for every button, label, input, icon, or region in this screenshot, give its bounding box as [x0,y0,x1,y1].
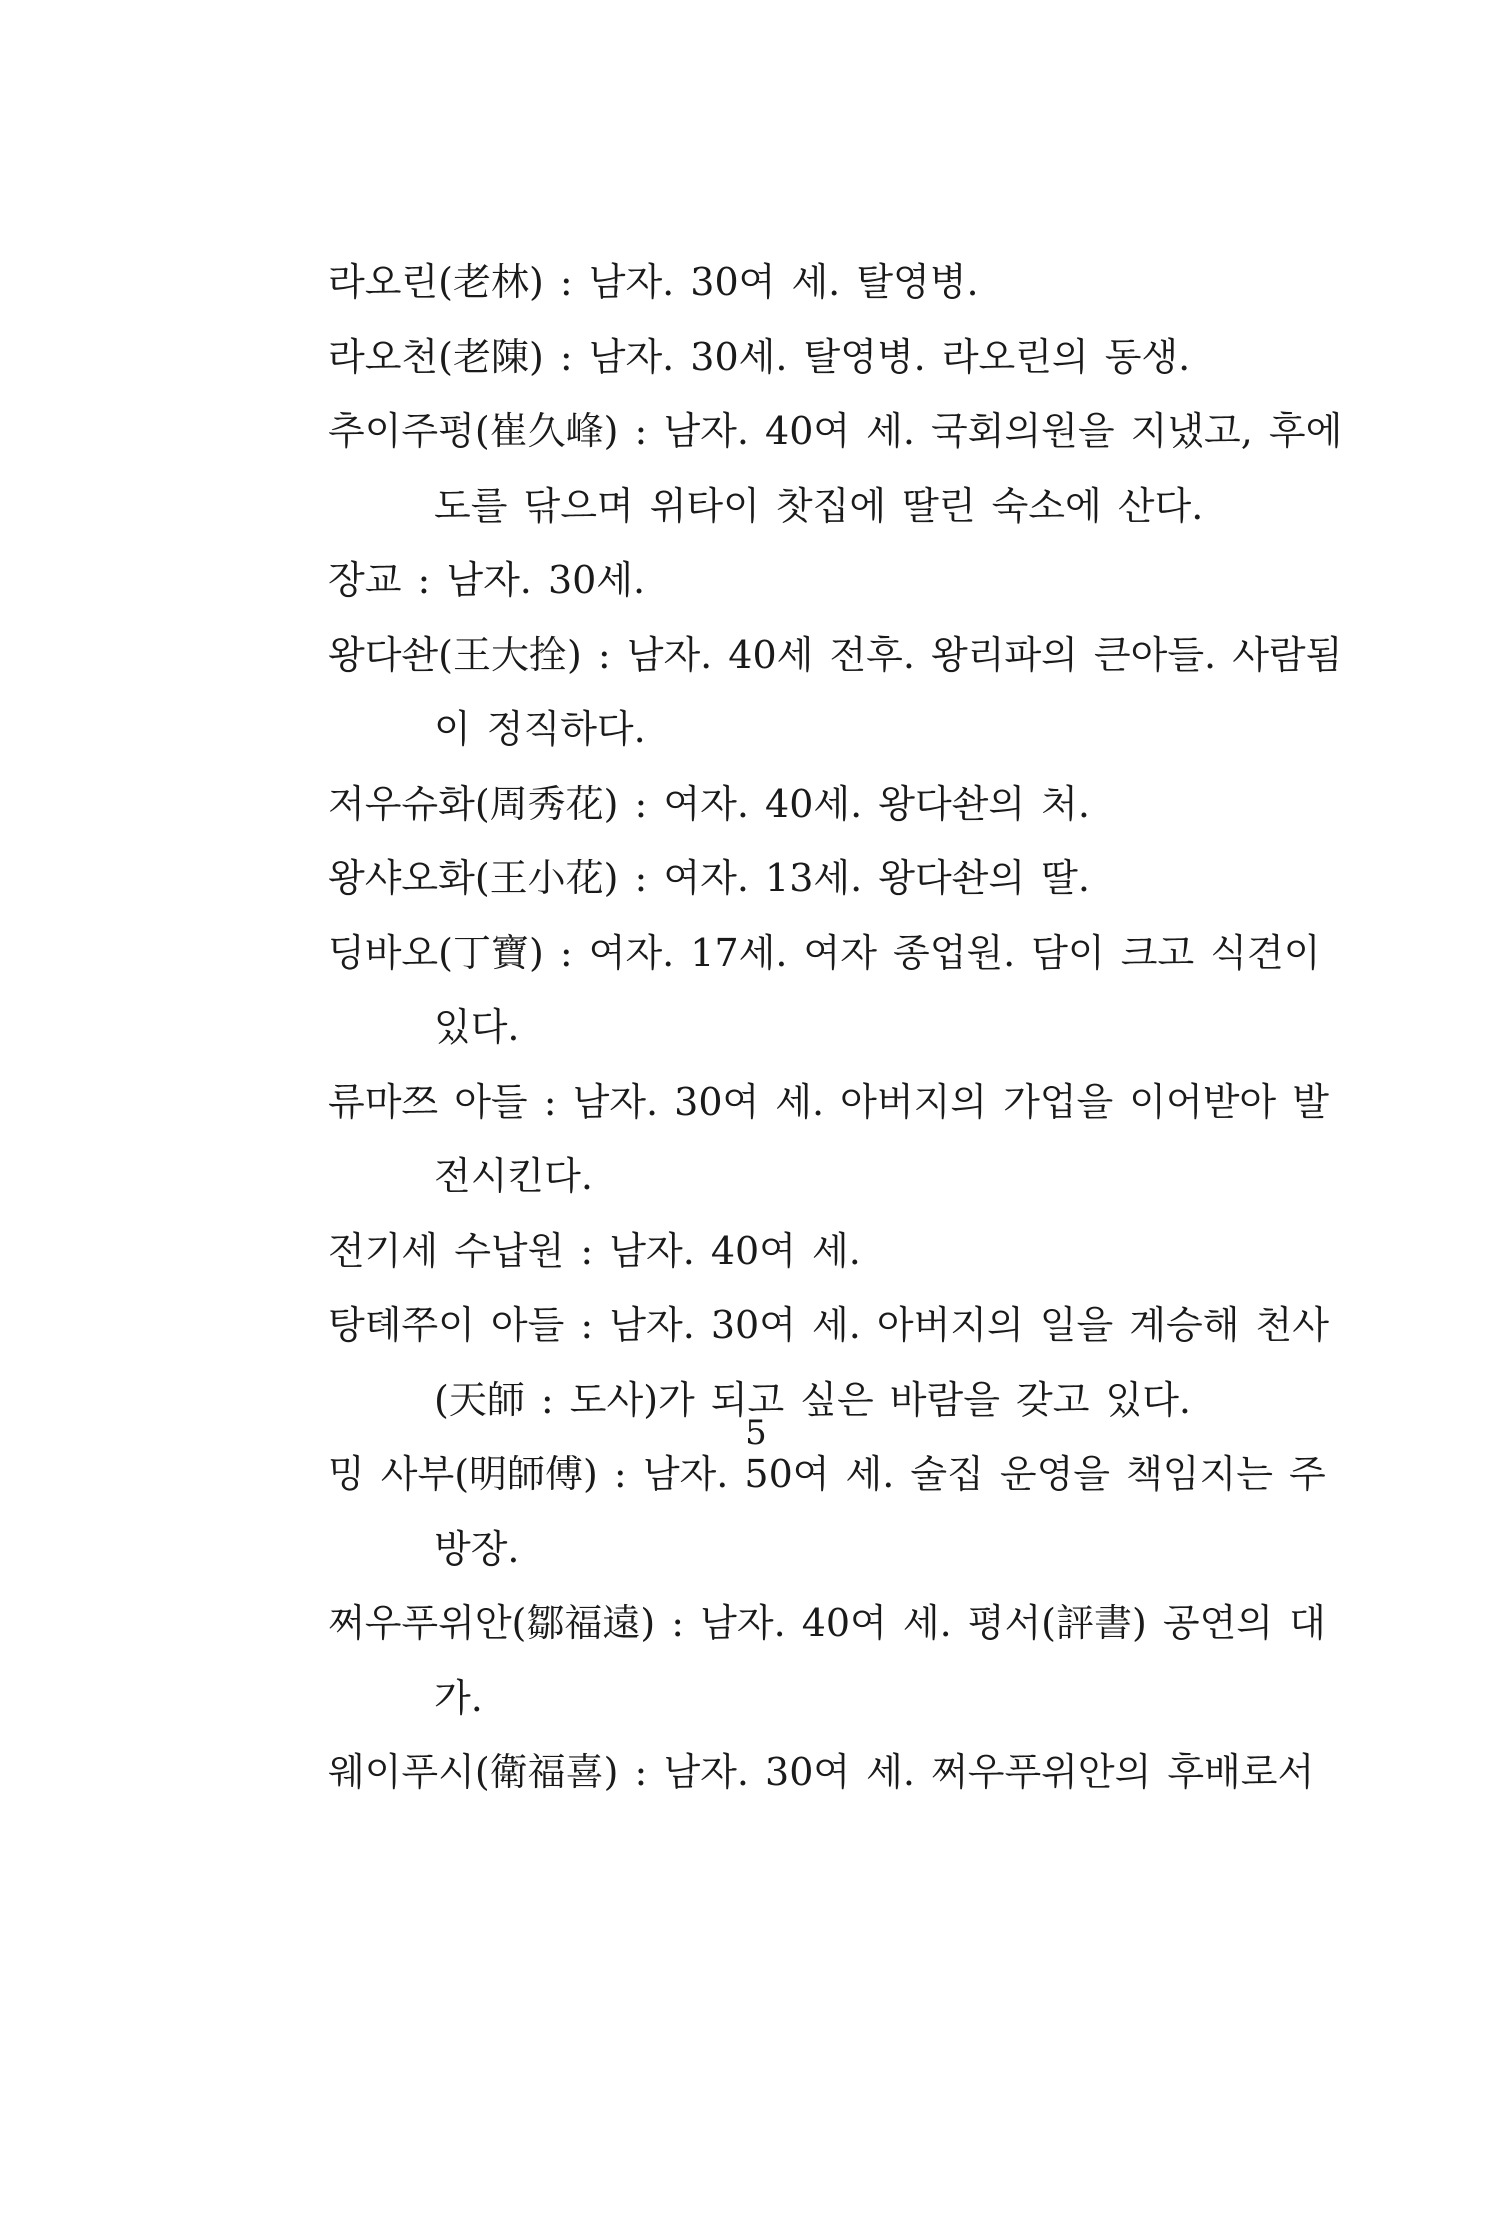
character-entry-cuijiufeng-cont: 도를 닦으며 위타이 찻집에 딸린 숙소에 산다. [434,483,1204,528]
character-entry-zoufuyuan-cont: 가. [434,1675,483,1720]
character-entry-zoufuyuan: 쩌우푸위안(鄒福遠) : 남자. 40여 세. 평서(評書) 공연의 대 [328,1601,1326,1645]
character-entry-zhouxiuhua: 저우슈화(周秀花) : 여자. 40세. 왕다솬의 처. [328,781,1090,826]
character-entry-laolin: 라오린(老林) : 남자. 30여 세. 탈영병. [328,260,979,304]
character-entry-wangdashuan: 왕다솬(王大拴) : 남자. 40세 전후. 왕리파의 큰아들. 사람됨 [328,632,1343,677]
character-entry-tangtiezui-son-cont: (天師 : 도사)가 되고 싶은 바람을 갖고 있다. [434,1377,1191,1422]
character-list [328,245,1343,1810]
character-entry-wangdashuan-cont: 이 정직하다. [434,707,646,751]
character-entry-liumazi-son-cont: 전시킨다. [434,1154,593,1198]
character-entry-officer: 장교 : 남자. 30세. [328,558,646,602]
character-entry-weifuxi: 웨이푸시(衛福喜) : 남자. 30여 세. 쩌우푸위안의 후배로서 [328,1750,1315,1794]
character-entry-dingbao: 딩바오(丁寶) : 여자. 17세. 여자 종업원. 담이 크고 식견이 [328,930,1321,975]
character-entry-laochen: 라오천(老陳) : 남자. 30세. 탈영병. 라오린의 동생. [328,334,1191,379]
character-entry-cuijiufeng: 추이주펑(崔久峰) : 남자. 40여 세. 국회의원을 지냈고, 후에 [328,409,1343,453]
character-entry-liumazi-son: 류마쯔 아들 : 남자. 30여 세. 아버지의 가업을 이어받아 발 [328,1079,1329,1124]
page-number: 5 [745,1413,767,1453]
character-entry-master-ming: 밍 사부(明師傅) : 남자. 50여 세. 술집 운영을 책임지는 주 [328,1452,1326,1496]
character-entry-tangtiezui-son: 탕톄쭈이 아들 : 남자. 30여 세. 아버지의 일을 계승해 천사 [328,1303,1329,1347]
character-entry-master-ming-cont: 방장. [434,1526,520,1571]
character-entry-wangxiaohua: 왕샤오화(王小花) : 여자. 13세. 왕다솬의 딸. [328,856,1090,900]
character-entry-dingbao-cont: 있다. [434,1005,520,1049]
character-entry-bill-collector: 전기세 수납원 : 남자. 40여 세. [328,1228,861,1273]
